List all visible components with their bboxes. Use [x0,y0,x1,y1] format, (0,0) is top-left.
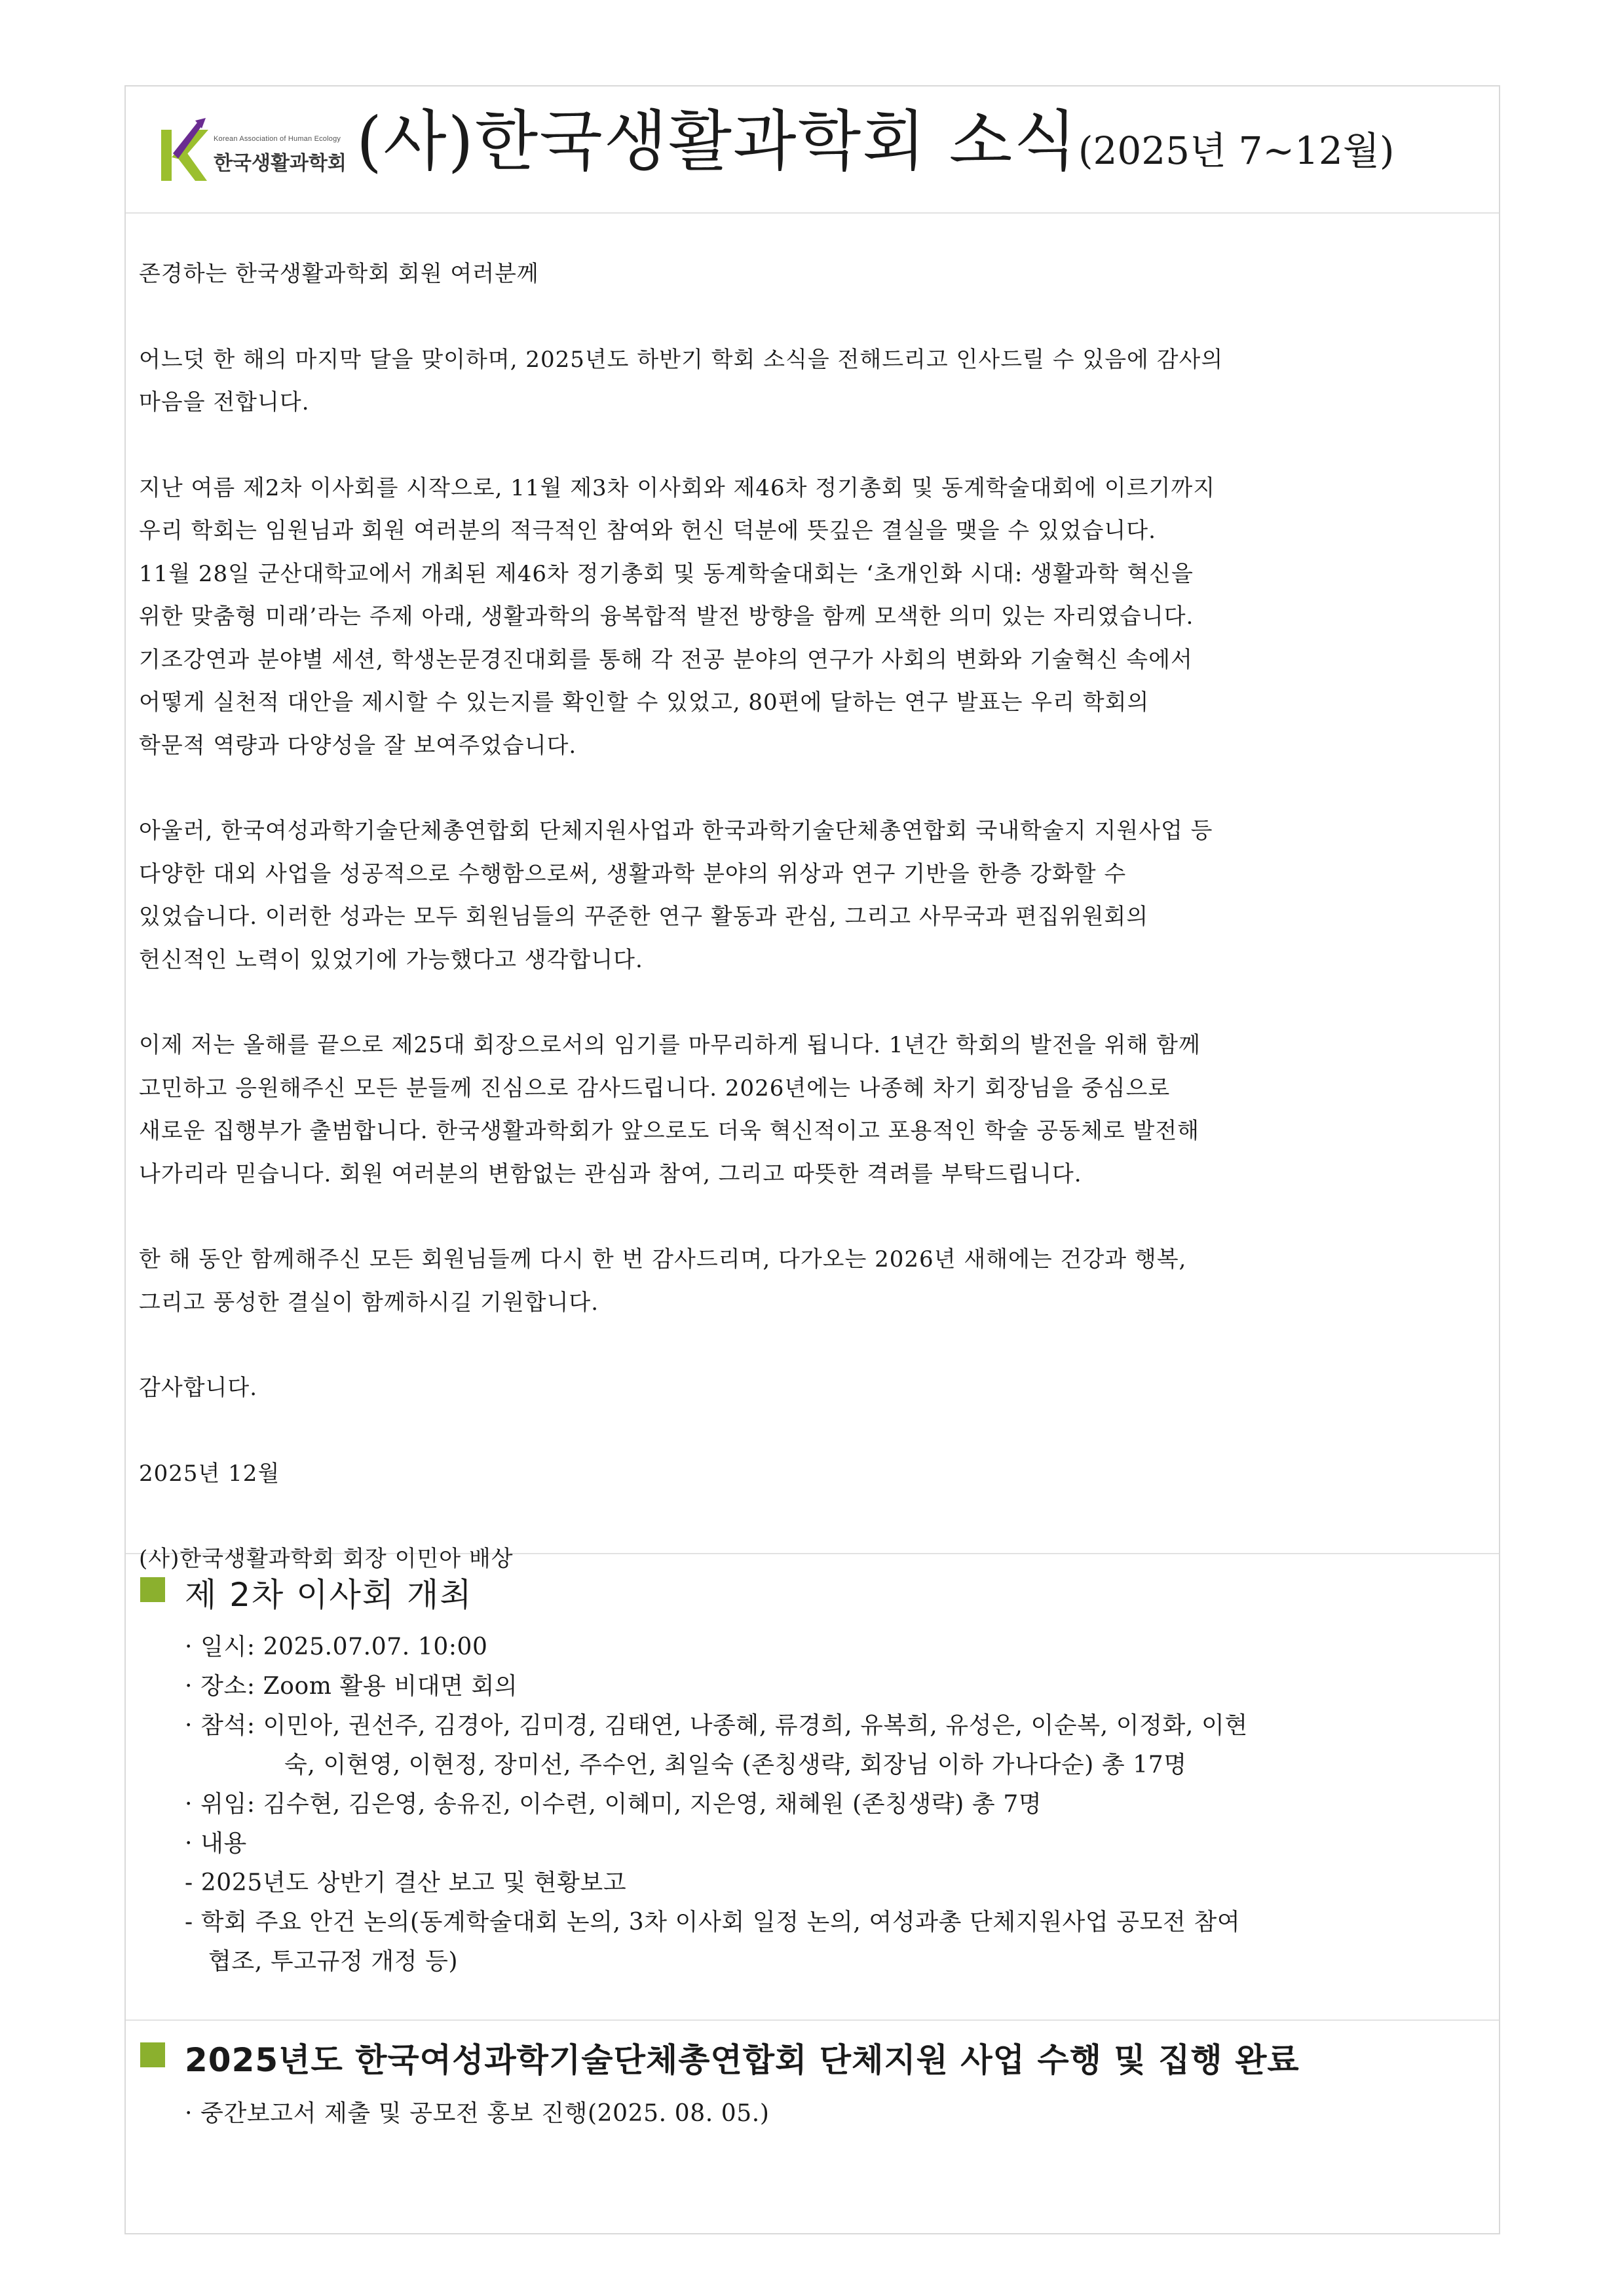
newsletter-title [356,103,1395,180]
letter-paragraph-1: 어느덧 한 해의 마지막 달을 맞이하며, 2025년도 하반기 학회 소식을 전해드리고 인사드릴 수 있음에 감사의 마음을 전합니다. [139,346,1224,415]
meeting-attendees: · 참석: 이민아, 권선주, 김경아, 김미경, 김태연, 나종혜, 류경희, 유복희, 유성은, 이순복, 이정화, 이현 [185,1712,1248,1739]
meeting-content-label: · 내용 [185,1830,247,1857]
section-title: 제 2차 이사회 개최 [185,1576,473,1614]
meeting-content-item-continued: 협조, 투고규정 개정 등) [208,1948,459,1975]
society-logo [159,118,347,183]
green-square-bullet-icon [140,2042,165,2067]
letter-greeting: 존경하는 한국생활과학회 회원 여러분께 [139,261,539,287]
letter-paragraph-4: 이제 저는 올해를 끝으로 제25대 회장으로서의 임기를 마무리하게 됩니다. 1년간 학회의 발전을 위해 함께 고민하고 응원해주신 모든 분들께 진심으로 감사드립니다. 2026년에는 나종혜 차기 회장님을 중심으로 새로운 집행부가 출범합니다. 한국생활과학회가 앞으로도 더욱 혁신적이고 포용적인 학술 공동체로 발전해 나가리라 믿습니다. 회원 여러분의 변함없는 관심과 참여, 그리고 따뜻한 격려를 부탁드립니다. [139,1032,1201,1187]
header [126,86,1499,214]
project-report-item: · 중간보고서 제출 및 공모전 홍보 진행(2025. 08. 05.) [185,2100,770,2127]
meeting-proxies: · 위임: 김수현, 김은영, 송유진, 이수련, 이혜미, 지은영, 채혜원 (존칭생략) 총 7명 [185,1791,1042,1818]
green-square-bullet-icon [140,1577,165,1602]
meeting-content-item: - 2025년도 상반기 결산 보고 및 현황보고 [185,1869,627,1896]
letter-date: 2025년 12월 [139,1460,280,1487]
meeting-place: · 장소: Zoom 활용 비대면 회의 [185,1673,518,1700]
section-heading [140,2034,1300,2081]
section-heading [140,1569,473,1616]
title-main: (사)한국생활과학회 소식 [356,103,1078,180]
title-period: (2025년 7~12월) [1078,128,1395,173]
logo-english-name: Korean Association of Human Ecology [214,135,341,143]
letter-signature: (사)한국생활과학회 회장 이민아 배상 [139,1546,514,1572]
section-support-project [126,2021,1499,2234]
letter-paragraph-5: 한 해 동안 함께해주신 모든 회원님들께 다시 한 번 감사드리며, 다가오는 2026년 새해에는 건강과 행복, 그리고 풍성한 결실이 함께하시길 기원합니다. [139,1246,1187,1316]
letter-paragraph-2: 지난 여름 제2차 이사회를 시작으로, 11월 제3차 이사회와 제46차 정기총회 및 동계학술대회에 이르기까지 우리 학회는 임원님과 회원 여러분의 적극적인 참여와 헌신 덕분에 뜻깊은 결실을 맺을 수 있었습니다. 11월 28일 군산대학교에서 개최된 제46차 정기총회 및 동계학술대회는 ‘초개인화 시대: 생활과학 혁신을 위한 맞춤형 미래’라는 주제 아래, 생활과학의 융복합적 발전 방향을 함께 모색한 의미 있는 자리였습니다. 기조강연과 분야별 세션, 학생논문경진대회를 통해 각 전공 분야의 연구가 사회의 변화와 기술혁신 속에서 어떻게 실천적 대안을 제시할 수 있는지를 확인할 수 있었고, 80편에 달하는 연구 발표는 우리 학회의 학문적 역량과 다양성을 잘 보여주었습니다. [139,474,1216,759]
newsletter-frame [124,85,1500,2234]
section-items [185,2094,1486,2133]
logo-k-mark [159,118,211,183]
section-title: 2025년도 한국여성과학기술단체총연합회 단체지원 사업 수행 및 집행 완료 [185,2041,1300,2079]
logo-korean-name: 한국생활과학회 [214,152,347,175]
meeting-attendees-continued: 숙, 이현영, 이현정, 장미선, 주수언, 최일숙 (존칭생략, 회장님 이하 가나다순) 총 17명 [284,1751,1187,1778]
letter-thanks: 감사합니다. [139,1375,258,1401]
section-items [185,1628,1486,1981]
president-letter [126,212,1499,1572]
meeting-content-item: - 학회 주요 안건 논의(동계학술대회 논의, 3차 이사회 일정 논의, 여성과총 단체지원사업 공모전 참여 [185,1909,1241,1936]
section-board-meeting [126,1554,1499,2021]
meeting-date: · 일시: 2025.07.07. 10:00 [185,1634,488,1660]
letter-paragraph-3: 아울러, 한국여성과학기술단체총연합회 단체지원사업과 한국과학기술단체총연합회 국내학술지 지원사업 등 다양한 대외 사업을 성공적으로 수행함으로써, 생활과학 분야의 위상과 연구 기반을 한층 강화할 수 있었습니다. 이러한 성과는 모두 회원님들의 꾸준한 연구 활동과 관심, 그리고 사무국과 편집위원회의 헌신적인 노력이 있었기에 가능했다고 생각합니다. [139,818,1213,973]
